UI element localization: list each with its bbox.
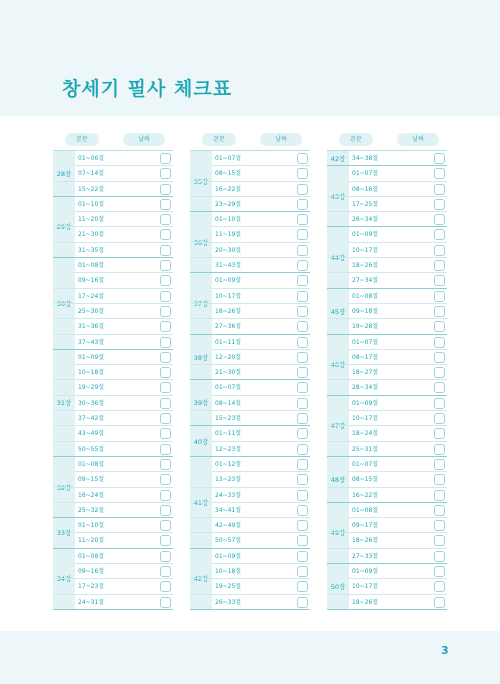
checklist-row	[327, 212, 447, 227]
check-box[interactable]	[434, 260, 445, 271]
checklist-row	[190, 166, 310, 181]
chapter-label: 38장	[190, 335, 212, 380]
verse-range: 01~09절	[352, 568, 379, 576]
checklist-row	[190, 197, 310, 212]
check-box[interactable]	[434, 413, 445, 424]
chapter-label: 29장	[53, 197, 75, 257]
verse-range: 11~20절	[78, 216, 105, 224]
checklist-row	[53, 396, 173, 411]
checklist-row	[327, 411, 447, 426]
checklist-row	[327, 472, 447, 487]
verse-range: 27~36절	[215, 323, 242, 331]
checklist-row	[327, 488, 447, 503]
verse-range: 24~33절	[215, 491, 242, 499]
chapter-label: 42장	[327, 151, 349, 165]
chapter-label: 50장	[327, 564, 349, 609]
verse-range: 21~30절	[78, 231, 105, 239]
check-box[interactable]	[297, 520, 308, 531]
check-box[interactable]	[160, 535, 171, 546]
check-box[interactable]	[434, 321, 445, 332]
verse-range: 16~22절	[215, 185, 242, 193]
verse-range: 24~31절	[78, 598, 105, 606]
check-box[interactable]	[160, 245, 171, 256]
check-box[interactable]	[297, 505, 308, 516]
verse-range: 15~23절	[215, 415, 242, 423]
check-box[interactable]	[160, 153, 171, 164]
checklist-row	[53, 335, 173, 350]
verse-range: 18~26절	[215, 307, 242, 315]
checklist-row	[53, 442, 173, 457]
chapter-label: 28장	[53, 151, 75, 196]
verse-range: 01~10절	[78, 522, 105, 530]
checklist-row	[190, 472, 310, 487]
check-box[interactable]	[434, 352, 445, 363]
checklist-row	[327, 304, 447, 319]
checklist-row	[190, 426, 310, 446]
chapter-label: 46장	[327, 335, 349, 395]
chapter-label: 36장	[190, 212, 212, 272]
check-box[interactable]	[434, 474, 445, 485]
verse-range: 18~26절	[352, 598, 379, 606]
verse-range: 37~43절	[78, 338, 105, 346]
checklist-row	[327, 258, 447, 273]
chapter-label: 33장	[53, 518, 75, 548]
chapter-label: 31장	[53, 350, 75, 456]
check-box[interactable]	[160, 214, 171, 225]
check-box[interactable]	[297, 321, 308, 332]
page-title: 창세기 필사 체크표	[62, 78, 233, 100]
header-passage: 본문	[339, 133, 373, 146]
check-box[interactable]	[297, 459, 308, 470]
check-box[interactable]	[434, 153, 445, 164]
check-box[interactable]	[160, 382, 171, 393]
verse-range: 08~14절	[215, 399, 242, 407]
check-box[interactable]	[434, 551, 445, 562]
checklist-row	[53, 488, 173, 503]
verse-range: 19~25절	[215, 583, 242, 591]
check-box[interactable]	[297, 260, 308, 271]
check-box[interactable]	[434, 367, 445, 378]
verse-range: 21~30절	[215, 369, 242, 377]
checklist-row	[190, 396, 310, 411]
check-box[interactable]	[160, 444, 171, 455]
chapter-label: 45장	[327, 289, 349, 334]
checklist-row	[53, 212, 173, 227]
verse-range: 11~19절	[215, 231, 242, 239]
check-box[interactable]	[160, 474, 171, 485]
check-box[interactable]	[297, 474, 308, 485]
check-box[interactable]	[434, 566, 445, 577]
checklist-row	[327, 426, 447, 441]
verse-range: 01~10절	[78, 200, 105, 208]
verse-range: 09~16절	[78, 277, 105, 285]
check-box[interactable]	[160, 597, 171, 608]
chapter-label: 40장	[190, 426, 212, 456]
check-box[interactable]	[160, 306, 171, 317]
verse-range: 31~35절	[78, 246, 105, 254]
checklist-row	[53, 518, 173, 538]
verse-range: 17~25절	[352, 200, 379, 208]
checklist-row	[327, 518, 447, 533]
check-box[interactable]	[160, 428, 171, 439]
check-box[interactable]	[160, 520, 171, 531]
verse-range: 01~08절	[352, 292, 379, 300]
verse-range: 10~17절	[352, 415, 379, 423]
checklist-row	[327, 533, 447, 548]
checklist-column-2	[190, 130, 310, 610]
checklist-row	[327, 197, 447, 212]
checklist-row	[190, 442, 310, 457]
check-box[interactable]	[297, 535, 308, 546]
verse-range: 18~26절	[352, 262, 379, 270]
checklist-row	[190, 411, 310, 426]
verse-range: 16~24절	[78, 491, 105, 499]
checklist-row	[53, 273, 173, 288]
check-box[interactable]	[434, 184, 445, 195]
check-box[interactable]	[297, 581, 308, 592]
verse-range: 34~38절	[352, 155, 379, 162]
verse-range: 19~29절	[78, 384, 105, 392]
verse-range: 26~33절	[215, 598, 242, 606]
check-box[interactable]	[160, 168, 171, 179]
verse-range: 23~29절	[215, 200, 242, 208]
verse-range: 09~15절	[78, 476, 105, 484]
checklist-row	[53, 564, 173, 579]
checklist-row	[53, 227, 173, 242]
checklist-row	[53, 166, 173, 181]
verse-range: 01~11절	[215, 430, 242, 438]
checklist-row	[190, 518, 310, 533]
verse-range: 13~23절	[215, 476, 242, 484]
chapter-label: 43장	[327, 166, 349, 226]
check-box[interactable]	[297, 428, 308, 439]
verse-range: 18~26절	[352, 537, 379, 545]
header-date: 날짜	[123, 133, 165, 146]
check-box[interactable]	[297, 245, 308, 256]
page-number: 3	[441, 644, 449, 657]
verse-range: 17~23절	[78, 583, 105, 591]
chapter-label: 44장	[327, 227, 349, 287]
footer-band	[0, 631, 500, 684]
verse-range: 08~16절	[352, 185, 379, 193]
check-box[interactable]	[160, 275, 171, 286]
check-box[interactable]	[160, 184, 171, 195]
verse-range: 09~18절	[352, 307, 379, 315]
verse-range: 18~27절	[352, 369, 379, 377]
check-box[interactable]	[297, 199, 308, 210]
chapter-label: 39장	[190, 380, 212, 425]
check-box[interactable]	[434, 444, 445, 455]
verse-range: 08~17절	[352, 353, 379, 361]
check-box[interactable]	[160, 352, 171, 363]
header-date: 날짜	[260, 133, 302, 146]
verse-range: 01~09절	[215, 552, 242, 560]
verse-range: 16~22절	[352, 491, 379, 499]
verse-range: 26~34절	[352, 216, 379, 224]
check-box[interactable]	[160, 459, 171, 470]
verse-range: 01~08절	[78, 460, 105, 468]
verse-range: 10~18절	[215, 568, 242, 576]
checklist-row	[53, 365, 173, 380]
check-box[interactable]	[434, 275, 445, 286]
verse-range: 11~20절	[78, 537, 105, 545]
check-box[interactable]	[297, 337, 308, 348]
checklist-row	[190, 304, 310, 319]
check-box[interactable]	[434, 535, 445, 546]
verse-range: 08~15절	[215, 170, 242, 178]
checklist-row	[327, 579, 447, 594]
checklist-row	[327, 182, 447, 197]
check-box[interactable]	[160, 229, 171, 240]
verse-range: 25~30절	[78, 307, 105, 315]
verse-range: 09~16절	[78, 568, 105, 576]
verse-range: 10~17절	[215, 292, 242, 300]
check-box[interactable]	[434, 428, 445, 439]
chapter-label: 30장	[53, 258, 75, 349]
check-box[interactable]	[297, 490, 308, 501]
verse-range: 01~08절	[78, 262, 105, 270]
check-box[interactable]	[434, 505, 445, 516]
chapter-label: 37장	[190, 273, 212, 333]
check-box[interactable]	[297, 275, 308, 286]
checklist-row	[53, 503, 173, 518]
checklist-row	[190, 533, 310, 548]
check-box[interactable]	[160, 581, 171, 592]
verse-range: 01~11절	[215, 338, 242, 346]
verse-range: 42~49절	[215, 522, 242, 530]
checklist-row	[53, 595, 173, 610]
verse-range: 08~15절	[352, 476, 379, 484]
verse-range: 20~30절	[215, 246, 242, 254]
checklist-row	[53, 472, 173, 487]
checklist-rows	[327, 150, 447, 610]
verse-range: 50~57절	[215, 537, 242, 545]
header-passage: 본문	[65, 133, 99, 146]
verse-range: 27~34절	[352, 277, 379, 285]
checklist-row	[327, 549, 447, 564]
checklist-row	[190, 243, 310, 258]
checklist-row	[190, 227, 310, 242]
checklist-row	[327, 243, 447, 258]
check-box[interactable]	[297, 597, 308, 608]
check-box[interactable]	[434, 214, 445, 225]
verse-range: 10~18절	[78, 369, 105, 377]
check-box[interactable]	[434, 581, 445, 592]
verse-range: 07~14절	[78, 170, 105, 178]
check-box[interactable]	[297, 551, 308, 562]
verse-range: 01~07절	[352, 170, 379, 178]
verse-range: 27~33절	[352, 552, 379, 560]
checklist-column-1	[53, 130, 173, 610]
checklist-row	[190, 182, 310, 197]
checklist-row	[53, 411, 173, 426]
verse-range: 31~36절	[78, 323, 105, 331]
verse-range: 25~31절	[352, 445, 379, 453]
verse-range: 01~07절	[352, 460, 379, 468]
checklist-row	[190, 488, 310, 503]
check-box[interactable]	[297, 352, 308, 363]
checklist-row	[327, 380, 447, 395]
checklist-row	[190, 579, 310, 594]
check-box[interactable]	[160, 490, 171, 501]
checklist-row	[190, 564, 310, 579]
check-box[interactable]	[160, 367, 171, 378]
check-box[interactable]	[297, 153, 308, 164]
verse-range: 01~09절	[352, 231, 379, 239]
checklist-row	[53, 319, 173, 334]
checklist-row	[190, 350, 310, 365]
verse-range: 01~08절	[352, 506, 379, 514]
check-box[interactable]	[297, 413, 308, 424]
verse-range: 01~09절	[352, 399, 379, 407]
check-box[interactable]	[160, 566, 171, 577]
verse-range: 43~49절	[78, 430, 105, 438]
checklist-row	[190, 365, 310, 380]
verse-range: 15~22절	[78, 185, 105, 193]
verse-range: 01~10절	[215, 216, 242, 224]
verse-range: 28~34절	[352, 384, 379, 392]
checklist-row	[327, 273, 447, 288]
check-box[interactable]	[160, 321, 171, 332]
check-box[interactable]	[297, 229, 308, 240]
verse-range: 31~43절	[215, 262, 242, 270]
verse-range: 10~17절	[352, 246, 379, 254]
checklist-row	[53, 533, 173, 548]
checklist-row	[190, 258, 310, 273]
check-box[interactable]	[297, 382, 308, 393]
check-box[interactable]	[160, 260, 171, 271]
checklist-row	[53, 304, 173, 319]
verse-range: 18~24절	[352, 430, 379, 438]
checklist-row	[53, 289, 173, 304]
verse-range: 01~09절	[78, 353, 105, 361]
check-box[interactable]	[297, 214, 308, 225]
verse-range: 12~23절	[215, 445, 242, 453]
chapter-label: 32장	[53, 457, 75, 517]
chapter-label: 41장	[190, 457, 212, 548]
verse-range: 37~42절	[78, 415, 105, 423]
check-box[interactable]	[434, 597, 445, 608]
column-header	[53, 130, 173, 150]
checklist-rows	[53, 150, 173, 610]
check-box[interactable]	[160, 413, 171, 424]
chapter-label: 47장	[327, 396, 349, 456]
check-box[interactable]	[160, 291, 171, 302]
check-box[interactable]	[434, 459, 445, 470]
column-header	[327, 130, 447, 150]
verse-range: 01~09절	[215, 277, 242, 285]
checklist-row	[190, 595, 310, 610]
checklist-row	[53, 182, 173, 197]
check-box[interactable]	[160, 398, 171, 409]
check-box[interactable]	[160, 551, 171, 562]
check-box[interactable]	[297, 398, 308, 409]
checklist-rows	[190, 150, 310, 610]
verse-range: 17~24절	[78, 292, 105, 300]
checklist-row	[53, 426, 173, 441]
verse-range: 19~28절	[352, 323, 379, 331]
check-box[interactable]	[297, 184, 308, 195]
chapter-label: 48장	[327, 457, 349, 502]
verse-range: 01~08절	[78, 552, 105, 560]
check-box[interactable]	[434, 291, 445, 302]
checklist-row	[190, 319, 310, 334]
checklist-row	[327, 151, 447, 166]
check-box[interactable]	[434, 398, 445, 409]
check-box[interactable]	[434, 520, 445, 531]
check-box[interactable]	[434, 382, 445, 393]
checklist-column-3	[327, 130, 447, 610]
check-box[interactable]	[297, 168, 308, 179]
chapter-label: 35장	[190, 151, 212, 211]
checklist-row	[53, 579, 173, 594]
check-box[interactable]	[160, 505, 171, 516]
verse-range: 12~20절	[215, 353, 242, 361]
check-box[interactable]	[297, 367, 308, 378]
check-box[interactable]	[434, 306, 445, 317]
verse-range: 34~41절	[215, 506, 242, 514]
checklist-row	[327, 595, 447, 610]
check-box[interactable]	[434, 199, 445, 210]
check-box[interactable]	[434, 245, 445, 256]
verse-range: 50~55절	[78, 445, 105, 453]
chapter-label: 34장	[53, 549, 75, 609]
check-box[interactable]	[434, 490, 445, 501]
checklist-row	[327, 442, 447, 457]
verse-range: 09~17절	[352, 522, 379, 530]
check-box[interactable]	[434, 337, 445, 348]
header-passage: 본문	[202, 133, 236, 146]
verse-range: 01~06절	[78, 155, 105, 162]
verse-range: 01~12절	[215, 460, 242, 468]
check-box[interactable]	[297, 291, 308, 302]
verse-range: 30~36절	[78, 399, 105, 407]
verse-range: 25~32절	[78, 506, 105, 514]
check-box[interactable]	[297, 444, 308, 455]
check-box[interactable]	[434, 229, 445, 240]
check-box[interactable]	[297, 566, 308, 577]
checklist-row	[327, 319, 447, 334]
check-box[interactable]	[160, 337, 171, 348]
checklist-row	[190, 289, 310, 304]
chapter-label: 42장	[190, 549, 212, 609]
verse-range: 01~07절	[352, 338, 379, 346]
verse-range: 01~07절	[215, 384, 242, 392]
checklist-row	[53, 243, 173, 258]
checklist-row	[190, 503, 310, 518]
checklist-row	[53, 380, 173, 395]
check-box[interactable]	[297, 306, 308, 317]
chapter-label: 49장	[327, 503, 349, 563]
checklist-row	[327, 350, 447, 365]
checklist-row	[327, 365, 447, 380]
column-header	[190, 130, 310, 150]
header-date: 날짜	[397, 133, 439, 146]
check-box[interactable]	[160, 199, 171, 210]
verse-range: 10~17절	[352, 583, 379, 591]
verse-range: 01~07절	[215, 155, 242, 162]
check-box[interactable]	[434, 168, 445, 179]
